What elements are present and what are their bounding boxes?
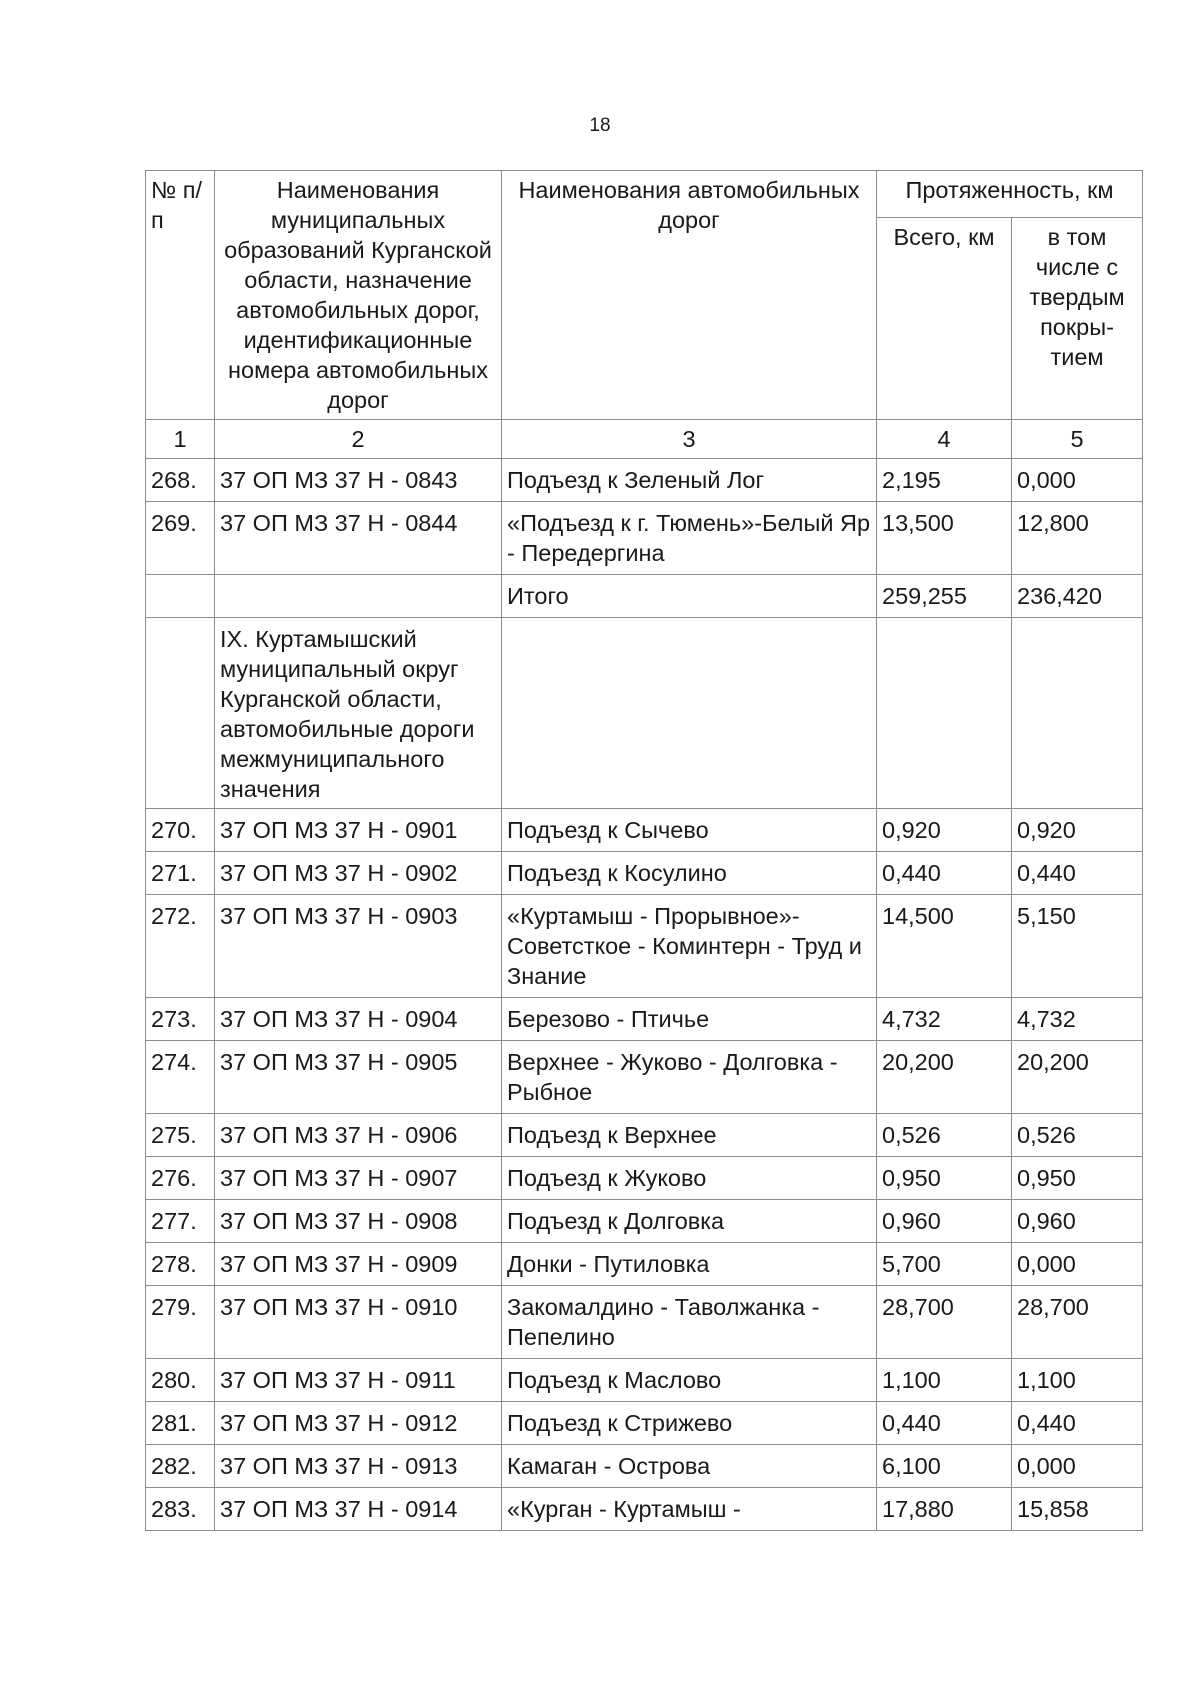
row-number: 268.	[146, 459, 215, 502]
road-name: Подъезд к Жуково	[502, 1157, 877, 1200]
length-total: 0,440	[877, 1402, 1012, 1445]
length-total: 0,950	[877, 1157, 1012, 1200]
table-row	[146, 1200, 1143, 1243]
row-number: 280.	[146, 1359, 215, 1402]
length-paved: 5,150	[1012, 895, 1143, 998]
summary-row	[146, 575, 1143, 618]
table-row	[146, 502, 1143, 575]
road-code: 37 ОП МЗ 37 Н - 0913	[215, 1445, 502, 1488]
header-municipality: Наименования муниципальных образований Курганской области, назначение автомобильных дорог, идентификационные номера автомобильных дорог	[215, 171, 502, 420]
table-row	[146, 459, 1143, 502]
table-row	[146, 1243, 1143, 1286]
length-total: 2,195	[877, 459, 1012, 502]
road-name: Подъезд к Зеленый Лог	[502, 459, 877, 502]
column-number: 2	[215, 420, 502, 459]
length-paved: 0,920	[1012, 809, 1143, 852]
row-number: 273.	[146, 998, 215, 1041]
road-code: 37 ОП МЗ 37 Н - 0910	[215, 1286, 502, 1359]
road-name: Подъезд к Долговка	[502, 1200, 877, 1243]
column-number: 5	[1012, 420, 1143, 459]
road-name: Березово - Птичье	[502, 998, 877, 1041]
road-name: «Подъезд к г. Тюмень»-Белый Яр - Передергина	[502, 502, 877, 575]
length-paved: 0,000	[1012, 1243, 1143, 1286]
length-paved: 20,200	[1012, 1041, 1143, 1114]
length-total: 4,732	[877, 998, 1012, 1041]
length-total: 1,100	[877, 1359, 1012, 1402]
summary-label: Итого	[502, 575, 877, 618]
column-number: 3	[502, 420, 877, 459]
header-number: № п/п	[146, 171, 215, 420]
row-number: 271.	[146, 852, 215, 895]
road-code: 37 ОП МЗ 37 Н - 0914	[215, 1488, 502, 1531]
road-code: 37 ОП МЗ 37 Н - 0905	[215, 1041, 502, 1114]
road-code: 37 ОП МЗ 37 Н - 0902	[215, 852, 502, 895]
header-road-name: Наименования автомобильных дорог	[502, 171, 877, 420]
length-paved: 0,440	[1012, 852, 1143, 895]
empty-cell	[215, 575, 502, 618]
road-name: Камаган - Острова	[502, 1445, 877, 1488]
length-total: 5,700	[877, 1243, 1012, 1286]
empty-cell	[877, 618, 1012, 809]
road-code: 37 ОП МЗ 37 Н - 0844	[215, 502, 502, 575]
road-code: 37 ОП МЗ 37 Н - 0903	[215, 895, 502, 998]
length-paved: 1,100	[1012, 1359, 1143, 1402]
road-code: 37 ОП МЗ 37 Н - 0901	[215, 809, 502, 852]
road-name: Подъезд к Косулино	[502, 852, 877, 895]
table-header	[146, 171, 1143, 420]
empty-cell	[502, 618, 877, 809]
header-length-paved: в том числе с твердым покры- тием	[1012, 218, 1143, 420]
row-number: 270.	[146, 809, 215, 852]
length-paved: 28,700	[1012, 1286, 1143, 1359]
column-number: 1	[146, 420, 215, 459]
length-paved: 0,440	[1012, 1402, 1143, 1445]
length-total: 6,100	[877, 1445, 1012, 1488]
row-number: 275.	[146, 1114, 215, 1157]
road-name: Подъезд к Стрижево	[502, 1402, 877, 1445]
row-number: 269.	[146, 502, 215, 575]
road-code: 37 ОП МЗ 37 Н - 0843	[215, 459, 502, 502]
road-code: 37 ОП МЗ 37 Н - 0906	[215, 1114, 502, 1157]
table-row	[146, 1402, 1143, 1445]
table-row	[146, 895, 1143, 998]
road-name: Донки - Путиловка	[502, 1243, 877, 1286]
column-number: 4	[877, 420, 1012, 459]
length-paved: 4,732	[1012, 998, 1143, 1041]
road-name: «Курган - Куртамыш -	[502, 1488, 877, 1531]
row-number: 272.	[146, 895, 215, 998]
empty-cell	[146, 618, 215, 809]
table-row	[146, 1157, 1143, 1200]
column-numbers-row	[146, 420, 1143, 459]
road-code: 37 ОП МЗ 37 Н - 0909	[215, 1243, 502, 1286]
length-paved: 0,000	[1012, 1445, 1143, 1488]
length-total: 13,500	[877, 502, 1012, 575]
length-total: 0,526	[877, 1114, 1012, 1157]
road-code: 37 ОП МЗ 37 Н - 0908	[215, 1200, 502, 1243]
length-paved: 12,800	[1012, 502, 1143, 575]
road-name: Подъезд к Маслово	[502, 1359, 877, 1402]
summary-total: 259,255	[877, 575, 1012, 618]
length-paved: 0,000	[1012, 459, 1143, 502]
length-total: 14,500	[877, 895, 1012, 998]
summary-paved: 236,420	[1012, 575, 1143, 618]
table-row	[146, 809, 1143, 852]
table-row	[146, 1488, 1143, 1531]
row-number: 278.	[146, 1243, 215, 1286]
table-row	[146, 1286, 1143, 1359]
empty-cell	[1012, 618, 1143, 809]
table-row	[146, 1445, 1143, 1488]
road-code: 37 ОП МЗ 37 Н - 0904	[215, 998, 502, 1041]
length-total: 20,200	[877, 1041, 1012, 1114]
row-number: 281.	[146, 1402, 215, 1445]
road-name: «Куртамыш - Прорывное»-Советсткое - Коминтерн - Труд и Знание	[502, 895, 877, 998]
length-total: 0,960	[877, 1200, 1012, 1243]
length-total: 28,700	[877, 1286, 1012, 1359]
header-length: Протяженность, км	[877, 171, 1143, 218]
road-code: 37 ОП МЗ 37 Н - 0911	[215, 1359, 502, 1402]
row-number: 276.	[146, 1157, 215, 1200]
table-row	[146, 1114, 1143, 1157]
section-row	[146, 618, 1143, 809]
table-row	[146, 1359, 1143, 1402]
page-number: 18	[589, 115, 611, 136]
length-total: 0,440	[877, 852, 1012, 895]
row-number: 274.	[146, 1041, 215, 1114]
row-number: 277.	[146, 1200, 215, 1243]
length-total: 0,920	[877, 809, 1012, 852]
table-row	[146, 998, 1143, 1041]
length-paved: 15,858	[1012, 1488, 1143, 1531]
row-number: 283.	[146, 1488, 215, 1531]
section-title: IX. Куртамышский муниципальный округ Курганской области, автомобильные дороги межмуниципального значения	[215, 618, 502, 809]
road-code: 37 ОП МЗ 37 Н - 0912	[215, 1402, 502, 1445]
length-paved: 0,526	[1012, 1114, 1143, 1157]
length-paved: 0,960	[1012, 1200, 1143, 1243]
road-code: 37 ОП МЗ 37 Н - 0907	[215, 1157, 502, 1200]
road-name: Подъезд к Сычево	[502, 809, 877, 852]
row-number: 282.	[146, 1445, 215, 1488]
length-total: 17,880	[877, 1488, 1012, 1531]
table-row	[146, 852, 1143, 895]
road-name: Закомалдино - Таволжанка - Пепелино	[502, 1286, 877, 1359]
header-length-total: Всего, км	[877, 218, 1012, 420]
row-number: 279.	[146, 1286, 215, 1359]
roads-table	[145, 170, 1143, 1531]
road-name: Верхнее - Жуково - Долговка - Рыбное	[502, 1041, 877, 1114]
table-row	[146, 1041, 1143, 1114]
road-name: Подъезд к Верхнее	[502, 1114, 877, 1157]
empty-cell	[146, 575, 215, 618]
table-body	[146, 420, 1143, 1531]
length-paved: 0,950	[1012, 1157, 1143, 1200]
